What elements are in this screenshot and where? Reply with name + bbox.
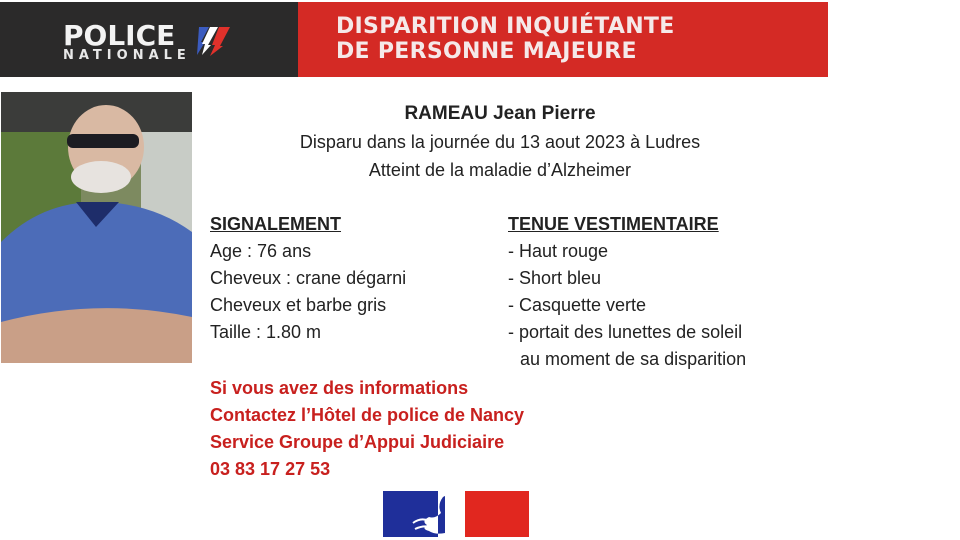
signalement-item: Taille : 1.80 m [210, 322, 322, 342]
marianne-logo-icon [383, 487, 529, 540]
title-line-1: DISPARITION INQUIÉTANTE [336, 14, 675, 39]
portrait-photo [1, 92, 192, 363]
tenue-item: au moment de sa disparition [520, 349, 747, 369]
contact-line: Service Groupe d’Appui Judiciaire [210, 432, 505, 452]
portrait-image [1, 92, 192, 363]
logo-police-text: POLICE [63, 19, 176, 52]
tenue-heading: TENUE VESTIMENTAIRE [508, 214, 719, 234]
page-title [336, 14, 675, 64]
signalement-item: Cheveux et barbe gris [210, 295, 387, 315]
title-line-2: DE PERSONNE MAJEURE [336, 39, 637, 64]
tenue-item: - portait des lunettes de soleil [508, 322, 743, 342]
tenue-item: - Casquette verte [508, 295, 647, 315]
condition-text: Atteint de la maladie d’Alzheimer [368, 160, 632, 180]
contact-line: Contactez l’Hôtel de police de Nancy [210, 405, 525, 425]
signalement-section [210, 211, 406, 346]
police-flag-icon [193, 25, 231, 57]
tenue-item: - Haut rouge [508, 241, 609, 261]
signalement-heading: SIGNALEMENT [210, 214, 342, 234]
signalement-item: Age : 76 ans [210, 241, 312, 261]
person-name: RAMEAU Jean Pierre [404, 103, 596, 124]
tenue-section [508, 211, 746, 373]
tenue-item: - Short bleu [508, 268, 602, 288]
disappearance-text: Disparu dans la journée du 13 aout 2023 à Ludres [299, 132, 701, 152]
contact-section [210, 375, 524, 483]
logo-nationale-text: NATIONALE [63, 48, 191, 63]
header-logo-panel [0, 2, 298, 77]
contact-line: Si vous avez des informations [210, 378, 469, 398]
signalement-item: Cheveux : crane dégarni [210, 268, 407, 288]
phone-number: 03 83 17 27 53 [210, 459, 331, 479]
